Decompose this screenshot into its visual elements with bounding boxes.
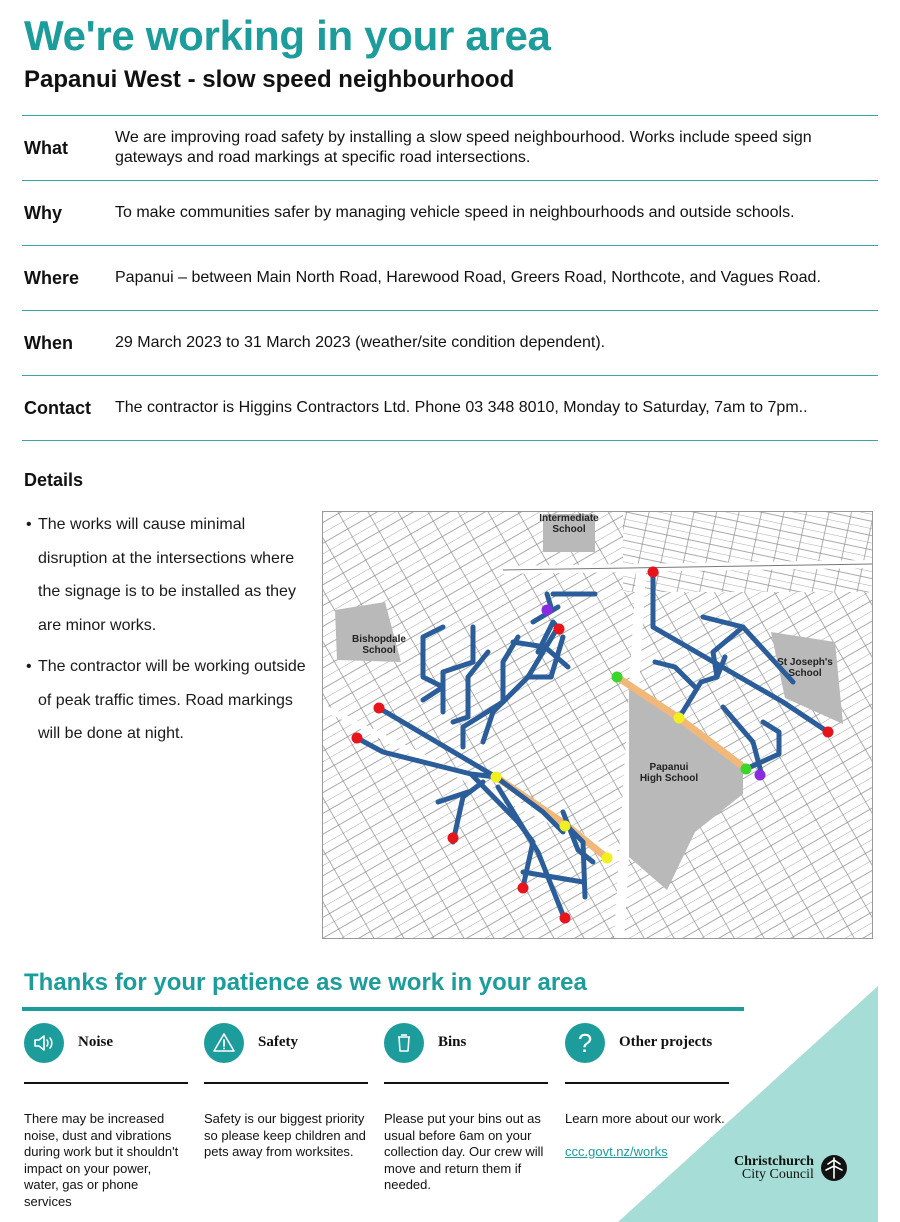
- info-text: Papanui – between Main North Road, Harewood Road, Greers Road, Northcote, and Vagues Road.: [115, 269, 821, 286]
- question-icon: ?: [565, 1023, 605, 1063]
- thanks-divider: [22, 1007, 744, 1011]
- column-header: [204, 1023, 368, 1084]
- info-row-where: [22, 246, 878, 311]
- marker-red: [448, 833, 459, 844]
- page-title: We're working in your area: [24, 12, 551, 59]
- info-row-when: [22, 311, 878, 376]
- info-row-contact: [22, 376, 878, 441]
- works-link[interactable]: ccc.govt.nz/works: [565, 1143, 668, 1159]
- info-label: When: [24, 332, 73, 353]
- map-canvas: [323, 512, 873, 939]
- marker-green: [741, 764, 752, 775]
- marker-yellow: [560, 821, 571, 832]
- details-item: • The works will cause minimal disruption at the intersections where the signage is to be installed as they are minor works.: [24, 508, 316, 642]
- marker-purple: [755, 770, 766, 781]
- marker-yellow: [674, 713, 685, 724]
- info-label: Contact: [24, 397, 91, 418]
- map-street-grid: [623, 512, 873, 592]
- page-subtitle: Papanui West - slow speed neighbourhood: [24, 66, 515, 93]
- marker-red: [823, 727, 834, 738]
- column-title: Bins: [438, 1034, 467, 1050]
- info-column-safety: [204, 1023, 368, 1161]
- marker-red: [648, 567, 659, 578]
- column-text: Learn more about our work.: [565, 1111, 725, 1126]
- info-row-what: [22, 116, 878, 181]
- marker-red: [560, 913, 571, 924]
- details-heading: Details: [24, 470, 84, 490]
- column-title: Other projects: [619, 1034, 713, 1050]
- column-text: There may be increased noise, dust and vibrations during work but it shouldn't impact on your power, water, gas or phone services: [24, 1111, 179, 1209]
- column-title: Noise: [78, 1034, 113, 1050]
- council-emblem-icon: [820, 1154, 848, 1182]
- council-logo: [734, 1154, 848, 1182]
- map-label-intermediate: Intermediate School: [539, 513, 599, 535]
- column-title: Safety: [258, 1034, 298, 1050]
- column-text: Safety is our biggest priority so please keep children and pets away from worksites.: [204, 1111, 366, 1159]
- marker-green: [612, 672, 623, 683]
- details-item: • The contractor will be working outside of peak traffic times. Road markings will be done at night.: [24, 650, 316, 751]
- info-text: 29 March 2023 to 31 March 2023 (weather/site condition dependent).: [115, 334, 606, 351]
- details-list: [24, 508, 316, 759]
- logo-line-1: Christchurch: [734, 1154, 814, 1169]
- marker-purple: [542, 605, 553, 616]
- info-text: The contractor is Higgins Contractors Ltd. Phone 03 348 8010, Monday to Saturday, 7am to 7pm..: [115, 399, 808, 416]
- info-column-bins: [384, 1023, 548, 1194]
- column-header: [565, 1023, 729, 1084]
- column-header: [24, 1023, 188, 1084]
- column-header: [384, 1023, 548, 1084]
- marker-red: [374, 703, 385, 714]
- marker-red: [554, 624, 565, 635]
- info-column-noise: [24, 1023, 188, 1210]
- column-text: Please put your bins out as usual before 6am on your collection day. Our crew will move and return them if needed.: [384, 1111, 544, 1192]
- speaker-icon: [24, 1023, 64, 1063]
- info-table: [22, 115, 878, 441]
- logo-line-2: City Council: [741, 1167, 814, 1182]
- info-label: What: [24, 137, 68, 158]
- thanks-heading: Thanks for your patience as we work in your area: [24, 969, 587, 996]
- info-text: We are improving road safety by installing a slow speed neighbourhood. Works include speed sign gateways and road markings at specific road intersections.: [115, 129, 812, 166]
- info-row-why: [22, 181, 878, 246]
- info-label: Where: [24, 267, 80, 288]
- bin-icon: [384, 1023, 424, 1063]
- logo-text: [734, 1155, 814, 1181]
- info-column-other-projects: [565, 1023, 729, 1161]
- map-label-bishopdale: Bishopdale School: [352, 634, 406, 656]
- warning-icon: [204, 1023, 244, 1063]
- works-map: [322, 511, 873, 939]
- info-label: Why: [24, 202, 62, 223]
- marker-red: [518, 883, 529, 894]
- map-label-papanui-high: Papanui High School: [639, 762, 699, 784]
- map-label-st-josephs: St Joseph's School: [777, 657, 833, 679]
- marker-red: [352, 733, 363, 744]
- marker-yellow: [491, 772, 502, 783]
- info-text: To make communities safer by managing vehicle speed in neighbourhoods and outside schools.: [115, 204, 795, 221]
- marker-yellow: [602, 853, 613, 864]
